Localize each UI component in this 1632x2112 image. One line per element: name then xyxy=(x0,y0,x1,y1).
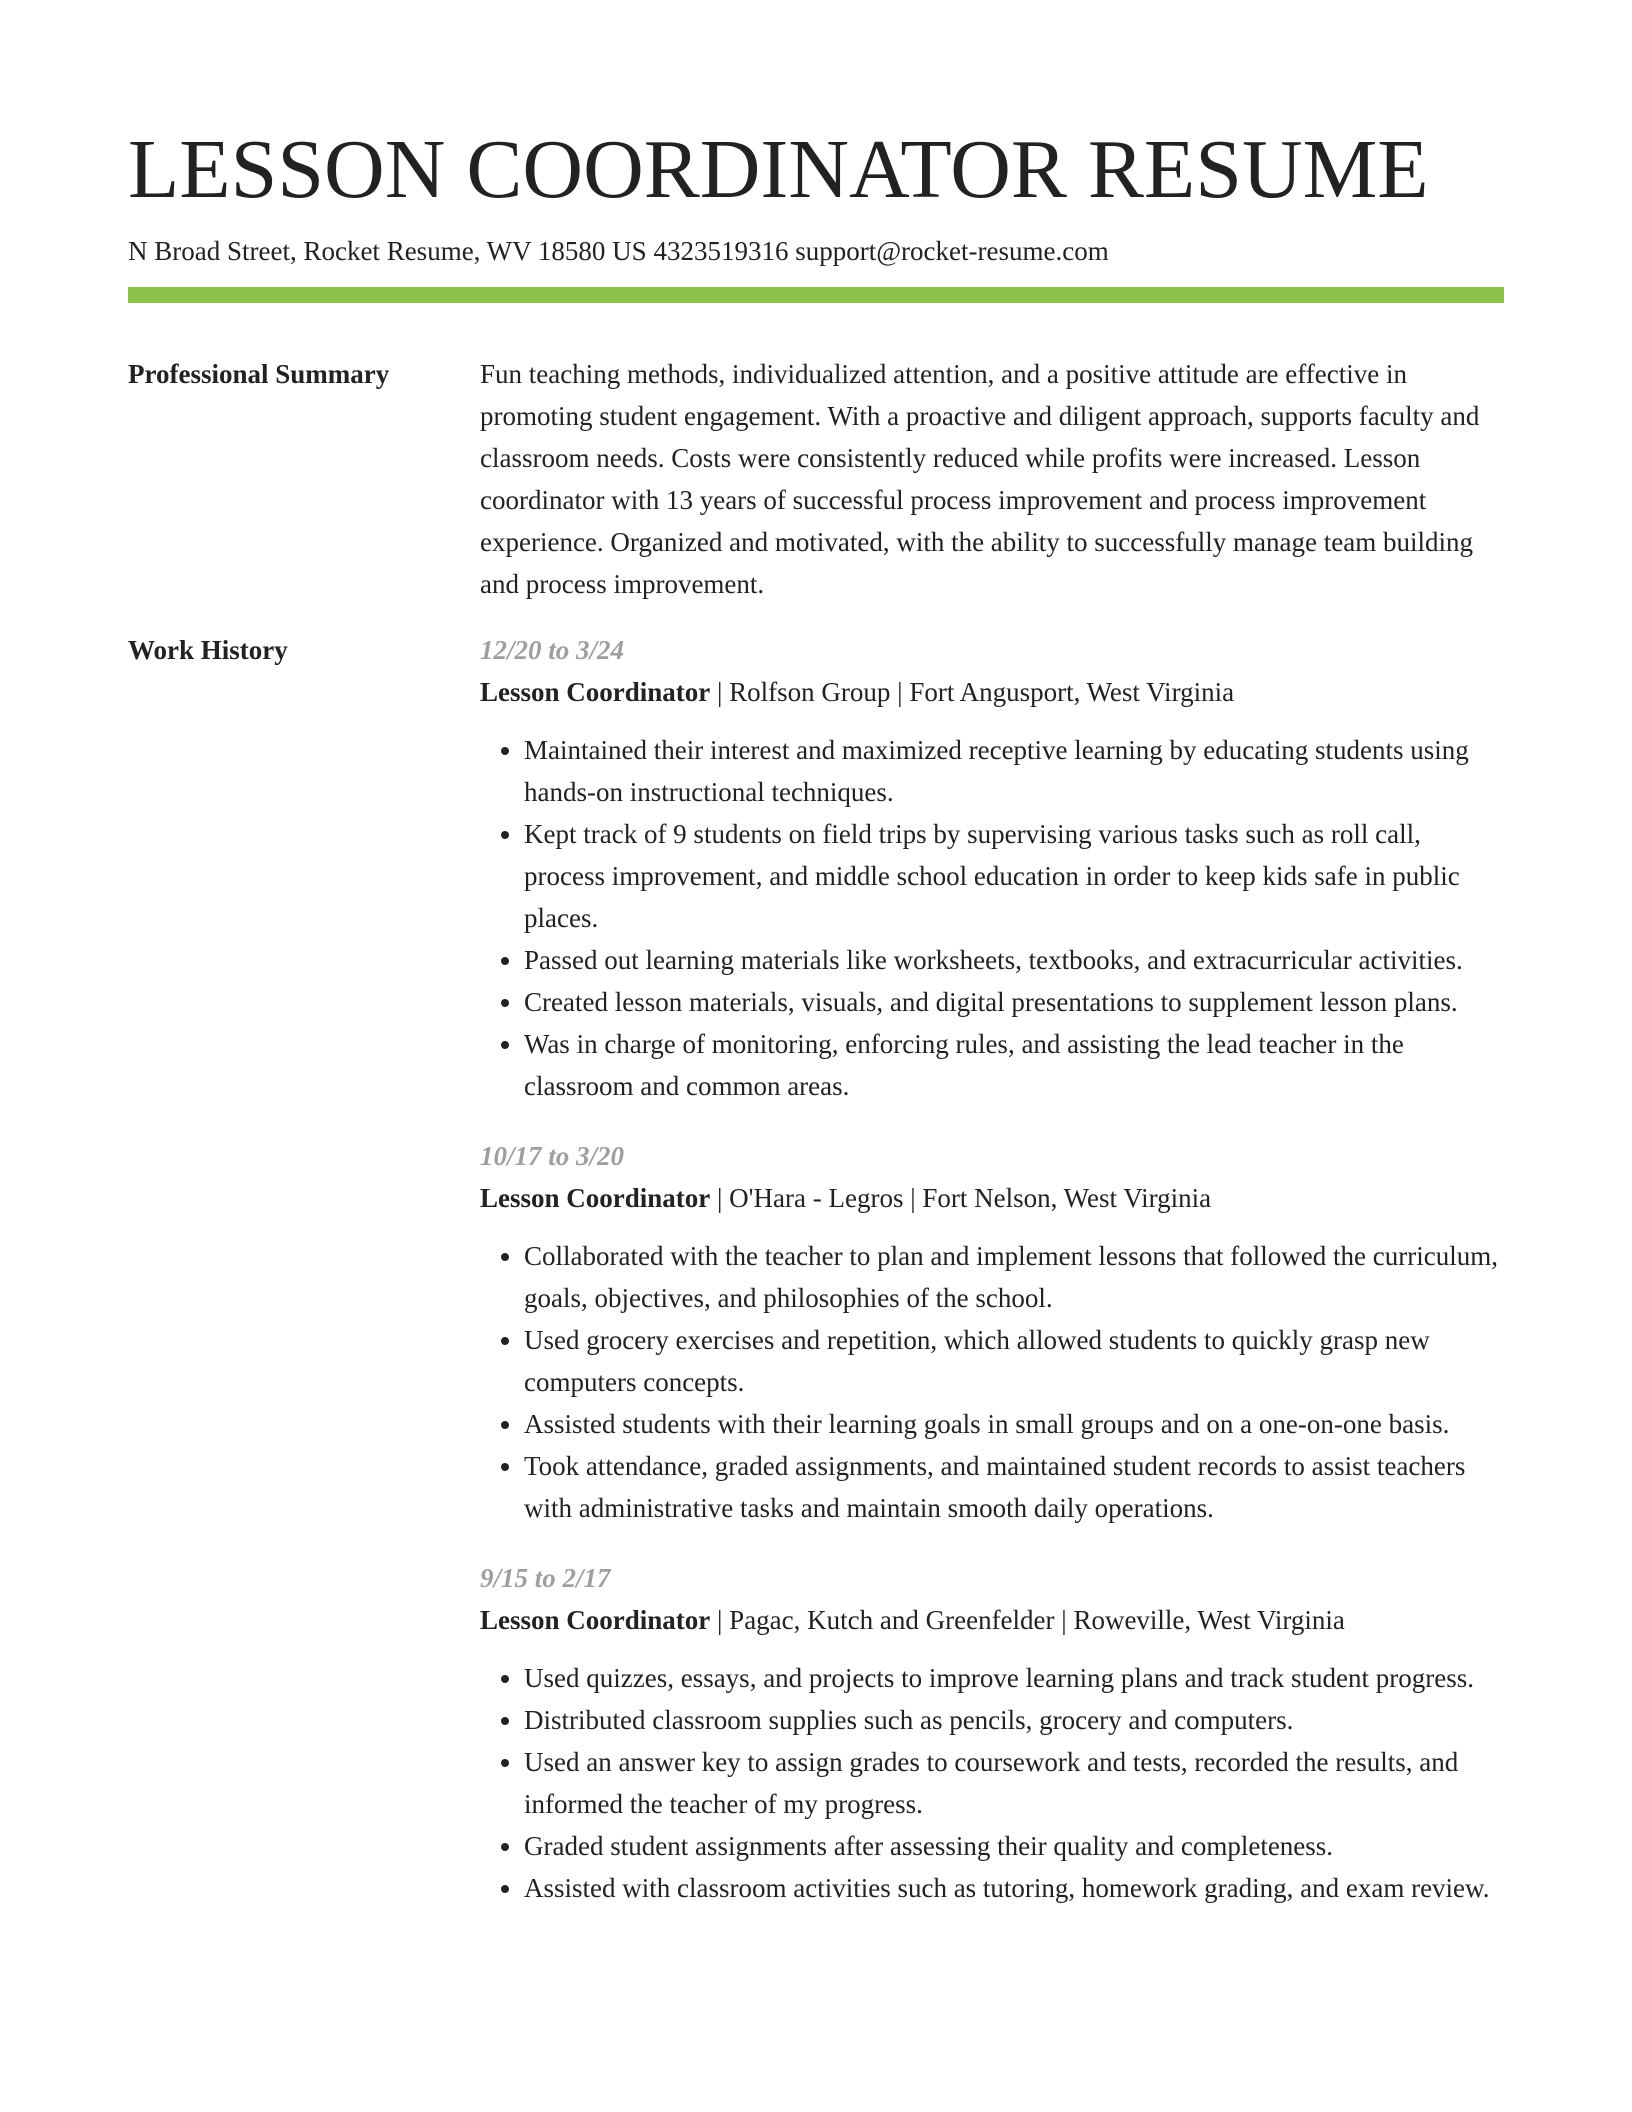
job-bullet: • Maintained their interest and maximized receptive learning by educating students using hands-on instructional techniques. xyxy=(524,729,1504,813)
summary-body xyxy=(480,353,1504,605)
summary-section xyxy=(128,353,1504,605)
job-separator: | xyxy=(710,1183,730,1213)
job-dates: 10/17 to 3/20 xyxy=(480,1141,625,1171)
job-title: Lesson Coordinator xyxy=(480,1183,711,1213)
job-bullet-list xyxy=(480,1657,1504,1909)
job-list xyxy=(480,629,1504,1909)
job-separator: | xyxy=(710,677,730,707)
job-entry xyxy=(480,1557,1504,1909)
job-company: Pagac, Kutch and Greenfelder xyxy=(729,1605,1055,1635)
resume-page xyxy=(128,0,1504,1909)
job-bullet-list xyxy=(480,729,1504,1107)
job-company: Rolfson Group xyxy=(729,677,891,707)
job-entry xyxy=(480,1135,1504,1529)
job-bullet: • Used grocery exercises and repetition, which allowed students to quickly grasp new computers concepts. xyxy=(524,1319,1504,1403)
job-bullet: • Was in charge of monitoring, enforcing rules, and assisting the lead teacher in the classroom and common areas. xyxy=(524,1023,1504,1107)
job-separator: | xyxy=(1054,1605,1074,1635)
job-bullet: • Collaborated with the teacher to plan and implement lessons that followed the curriculum, goals, objectives, and philosophies of the school. xyxy=(524,1235,1504,1319)
job-bullet: • Created lesson materials, visuals, and digital presentations to supplement lesson plans. xyxy=(524,981,1504,1023)
job-bullet: • Passed out learning materials like worksheets, textbooks, and extracurricular activities. xyxy=(524,939,1504,981)
header-divider xyxy=(128,287,1504,303)
job-bullet-list xyxy=(480,1235,1504,1529)
job-bullet: • Took attendance, graded assignments, and maintained student records to assist teachers with administrative tasks and maintain smooth daily operations. xyxy=(524,1445,1504,1529)
summary-heading: Professional Summary xyxy=(128,359,390,389)
job-company: O'Hara - Legros xyxy=(729,1183,904,1213)
job-location: Fort Angusport, West Virginia xyxy=(909,677,1235,707)
job-title: Lesson Coordinator xyxy=(480,677,711,707)
job-heading xyxy=(480,1177,1504,1219)
job-location: Roweville, West Virginia xyxy=(1073,1605,1345,1635)
job-bullet: • Kept track of 9 students on field trips by supervising various tasks such as roll call, process improvement, and middle school education in order to keep kids safe in public places. xyxy=(524,813,1504,939)
job-dates: 9/15 to 2/17 xyxy=(480,1563,611,1593)
job-bullet: • Distributed classroom supplies such as pencils, grocery and computers. xyxy=(524,1699,1504,1741)
job-dates: 12/20 to 3/24 xyxy=(480,635,625,665)
job-bullet: • Used an answer key to assign grades to coursework and tests, recorded the results, and informed the teacher of my progress. xyxy=(524,1741,1504,1825)
job-separator: | xyxy=(890,677,910,707)
work-history-section xyxy=(128,629,1504,1909)
job-bullet: • Graded student assignments after assessing their quality and completeness. xyxy=(524,1825,1504,1867)
resume-title: LESSON COORDINATOR RESUME xyxy=(128,123,1429,216)
work-history-heading: Work History xyxy=(128,635,288,665)
job-bullet: • Assisted students with their learning goals in small groups and on a one-on-one basis. xyxy=(524,1403,1504,1445)
job-separator: | xyxy=(710,1605,730,1635)
job-location: Fort Nelson, West Virginia xyxy=(922,1183,1212,1213)
contact-line: N Broad Street, Rocket Resume, WV 18580 US 4323519316 support@rocket-resume.com xyxy=(128,236,1109,266)
job-heading xyxy=(480,1599,1504,1641)
summary-text: Fun teaching methods, individualized attention, and a positive attitude are effective in promoting student engagement. With a proactive and diligent approach, supports faculty and classroom needs. Costs were consistently reduced while profits were increased. Lesson coordinator with 13 years of successful process improvement and process improvement experience. Organized and motivated, with the ability to successfully manage team building and process improvement. xyxy=(480,359,1480,599)
job-separator: | xyxy=(903,1183,923,1213)
job-bullet: • Used quizzes, essays, and projects to improve learning plans and track student progress. xyxy=(524,1657,1504,1699)
job-bullet: • Assisted with classroom activities such as tutoring, homework grading, and exam review. xyxy=(524,1867,1504,1909)
job-title: Lesson Coordinator xyxy=(480,1605,711,1635)
job-entry xyxy=(480,629,1504,1107)
job-heading xyxy=(480,671,1504,713)
